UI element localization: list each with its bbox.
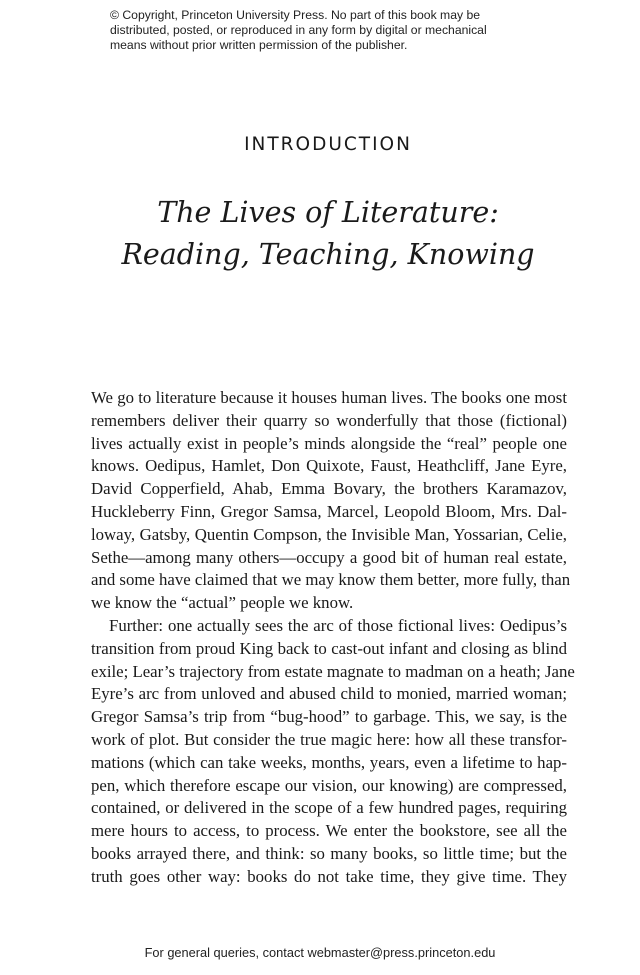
copyright-line: distributed, posted, or reproduced in any form by digital or mechanical [110, 23, 487, 37]
text-line: David Copperfield, Ahab, Emma Bovary, the brothers Karamazov, [91, 479, 567, 499]
text-line: mations (which can take weeks, months, years, even a lifetime to hap- [91, 752, 567, 772]
text-line: work of plot. But consider the true magic here: how all these transfor- [91, 729, 567, 749]
text-line: mere hours to access, to process. We enter the bookstore, see all the [91, 821, 567, 841]
text-line: knows. Oedipus, Hamlet, Don Quixote, Faust, Heathcliff, Jane Eyre, [91, 456, 567, 476]
text-line: books arrayed there, and think: so many books, so little time; but the [91, 843, 567, 863]
text-line: we know the “actual” people we know. [91, 593, 354, 613]
paragraph [91, 387, 571, 615]
text-line: Eyre’s arc from unloved and abused child to monied, married woman; [91, 684, 567, 704]
chapter-title [0, 192, 640, 276]
chapter-title-line: Reading, Teaching, Knowing [121, 238, 535, 271]
copyright-notice [110, 8, 550, 53]
text-line: and some have claimed that we may know them better, more fully, than [91, 570, 571, 590]
chapter-label: INTRODUCTION [244, 134, 412, 155]
text-line: remembers deliver their quarry so wonderfully that those (fictional) [91, 410, 567, 430]
body-text [91, 387, 575, 889]
text-line: Sethe—among many others—occupy a good bit of human real estate, [91, 547, 567, 567]
text-line: transition from proud King back to cast-out infant and closing as blind [91, 638, 567, 658]
text-line: truth goes other way: books do not take time, they give time. They [91, 866, 567, 886]
text-line: loway, Gatsby, Quentin Compson, the Invisible Man, Yossarian, Celie, [91, 524, 567, 544]
text-line: Further: one actually sees the arc of those fictional lives: Oedipus’s [109, 615, 567, 635]
text-line: We go to literature because it houses human lives. The books one most [91, 388, 567, 407]
copyright-line: © Copyright, Princeton University Press. No part of this book may be [110, 8, 481, 22]
footer-contact: For general queries, contact webmaster@press.princeton.edu [144, 945, 496, 960]
chapter-title-line: The Lives of Literature: [157, 196, 499, 229]
text-line: exile; Lear’s trajectory from estate magnate to madman on a heath; Jane [91, 661, 575, 681]
copyright-line: means without prior written permission of the publisher. [110, 38, 408, 52]
text-line: Gregor Samsa’s trip from “bug-hood” to garbage. This, we say, is the [91, 707, 567, 727]
paragraph [91, 615, 575, 889]
text-line: pen, which therefore escape our vision, our knowing) are compressed, [91, 775, 567, 795]
text-line: Huckleberry Finn, Gregor Samsa, Marcel, Leopold Bloom, Mrs. Dal- [91, 501, 567, 521]
text-line: lives actually exist in people’s minds alongside the “real” people one [91, 433, 567, 453]
text-line: contained, or delivered in the scope of a few hundred pages, requiring [91, 798, 567, 818]
